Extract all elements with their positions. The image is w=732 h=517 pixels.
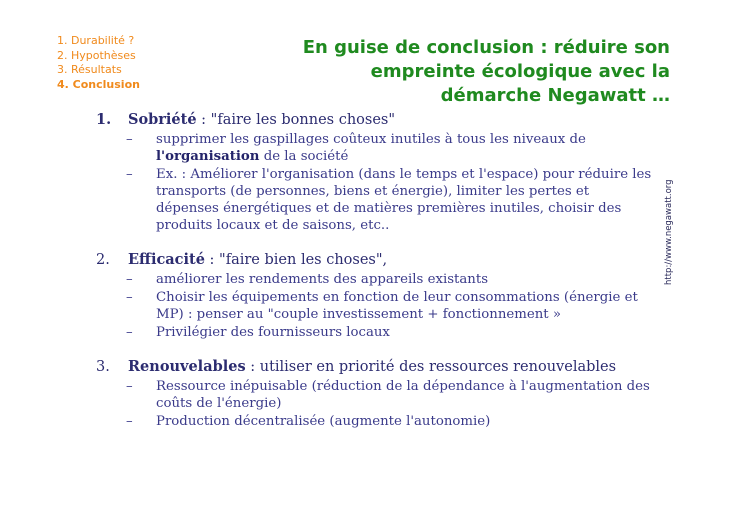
bullet-text: Production décentralisée (augmente l'autonomie)	[156, 414, 491, 429]
slide-content	[96, 110, 656, 430]
bullet-dash: –	[126, 272, 133, 287]
nav-item-durabilite: 1. Durabilité ?	[57, 34, 135, 47]
outline-nav	[57, 34, 140, 92]
bullet-text: Privilégier des fournisseurs locaux	[156, 325, 390, 340]
slide-title-line-2: empreinte écologique avec la	[370, 61, 670, 82]
section-keyword: Sobriété	[128, 111, 197, 128]
section-keyword: Renouvelables	[128, 358, 246, 375]
slide-title-line-1: En guise de conclusion : réduire son	[302, 37, 670, 58]
slide-title-line-3: démarche Negawatt …	[440, 85, 670, 106]
bullet-dash: –	[126, 167, 133, 182]
bullet-dash: –	[126, 325, 133, 340]
bullet-item	[96, 413, 656, 430]
source-url: http://www.negawatt.org	[664, 179, 674, 285]
section-subtitle: : "faire les bonnes choses"	[196, 112, 396, 128]
section-heading	[96, 357, 656, 377]
bullet-text: Ressource inépuisable (réduction de la dépendance à l'augmentation des coûts de l'énergie)	[156, 379, 650, 411]
bullet-item	[96, 378, 656, 412]
nav-item-conclusion: 4. Conclusion	[57, 77, 140, 91]
section-number: 2.	[96, 252, 110, 268]
bullet-dash: –	[126, 414, 133, 429]
bullet-text-end: de la société	[259, 149, 349, 164]
section-subtitle: : "faire bien les choses",	[204, 252, 388, 268]
nav-item-hypotheses: 2. Hypothèses	[57, 48, 136, 62]
bullet-item	[96, 131, 656, 165]
bullet-item	[96, 324, 656, 341]
bullet-keyword: l'organisation	[156, 149, 260, 164]
bullet-dash: –	[126, 379, 133, 394]
section-number: 1.	[96, 111, 112, 128]
section-sobriete	[96, 110, 656, 234]
slide-title	[230, 36, 670, 108]
section-subtitle: : utiliser en priorité des ressources renouvelables	[245, 359, 617, 375]
bullet-text: supprimer les gaspillages coûteux inutiles à tous les niveaux de	[156, 132, 586, 147]
bullet-dash: –	[126, 132, 133, 147]
bullet-dash: –	[126, 290, 133, 305]
section-heading	[96, 250, 656, 270]
section-keyword: Efficacité	[128, 251, 205, 268]
nav-item-resultats: 3. Résultats	[57, 63, 122, 76]
bullet-text: Choisir les équipements en fonction de leur consommations (énergie et MP) : penser au "couple investissement + fonctionnement »	[156, 290, 638, 322]
bullet-text: Ex. : Améliorer l'organisation (dans le temps et l'espace) pour réduire les transports (de personnes, biens et énergie), limiter les pertes et dépenses énergétiques et de matières premières inutiles, choisir des produits locaux et de saisons, etc..	[156, 167, 652, 233]
bullet-item	[96, 166, 656, 234]
section-efficacite	[96, 250, 656, 341]
bullet-text: améliorer les rendements des appareils existants	[156, 272, 489, 287]
section-number: 3.	[96, 359, 110, 375]
bullet-item	[96, 289, 656, 323]
section-heading	[96, 110, 656, 130]
bullet-item	[96, 271, 656, 288]
section-renouvelables	[96, 357, 656, 430]
